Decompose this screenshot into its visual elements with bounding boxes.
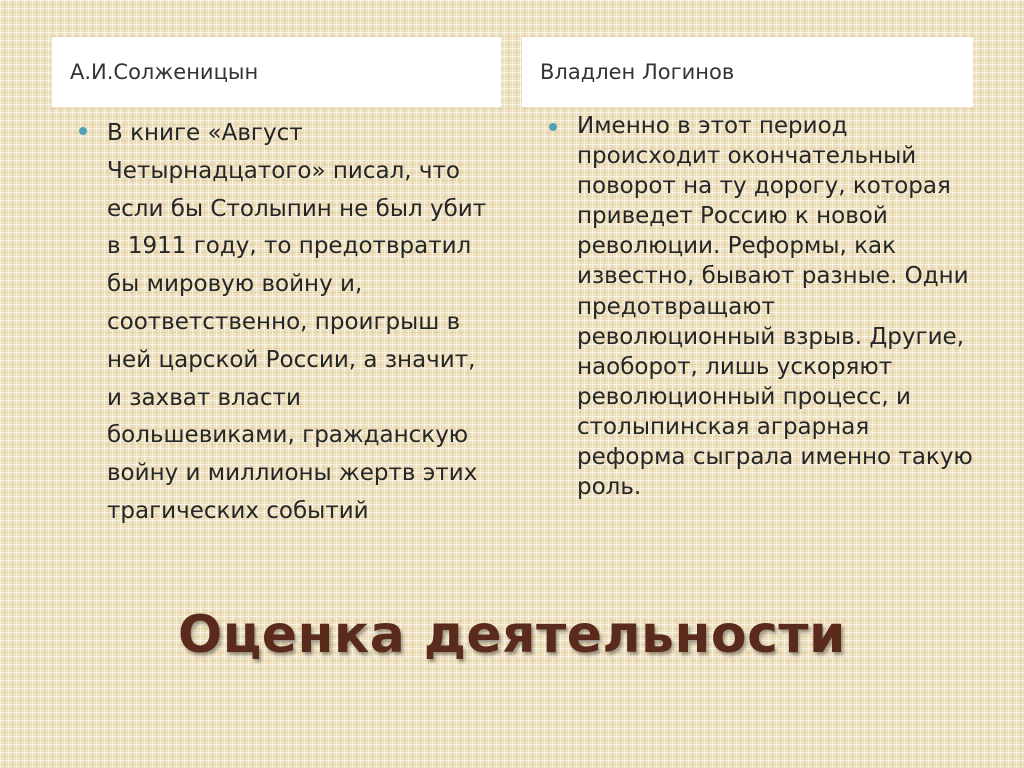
left-header-text: А.И.Солженицын: [70, 60, 259, 84]
bullet-dot-icon: [549, 123, 557, 131]
right-header-text: Владлен Логинов: [540, 60, 735, 84]
bullet-text: В книге «Август Четырнадцатого» писал, что если бы Столыпин не был убит в 1911 году, то предотвратил бы мировую войну и, соответственно, проигрыш в ней царской России, а значит, и захват власти большевиками, гражданскую войну и миллионы жертв этих трагических событий: [107, 120, 487, 524]
bullet-item: [70, 115, 490, 531]
slide-title: Оценка деятельности: [177, 605, 846, 665]
left-column-body: [70, 115, 490, 531]
left-column-header: [52, 37, 501, 107]
right-column-header: [522, 37, 973, 107]
bullet-item: [540, 111, 980, 502]
bullet-dot-icon: [79, 127, 87, 135]
bullet-text: Именно в этот период происходит окончательный поворот на ту дорогу, которая приведет Россию к новой революции. Реформы, как известно, бывают разные. Одни предотвращают революционный взрыв. Другие, наоборот, лишь ускоряют революционный процесс, и столыпинская аграрная реформа сыграла именно такую роль.: [577, 113, 973, 501]
right-column-body: [540, 111, 980, 502]
